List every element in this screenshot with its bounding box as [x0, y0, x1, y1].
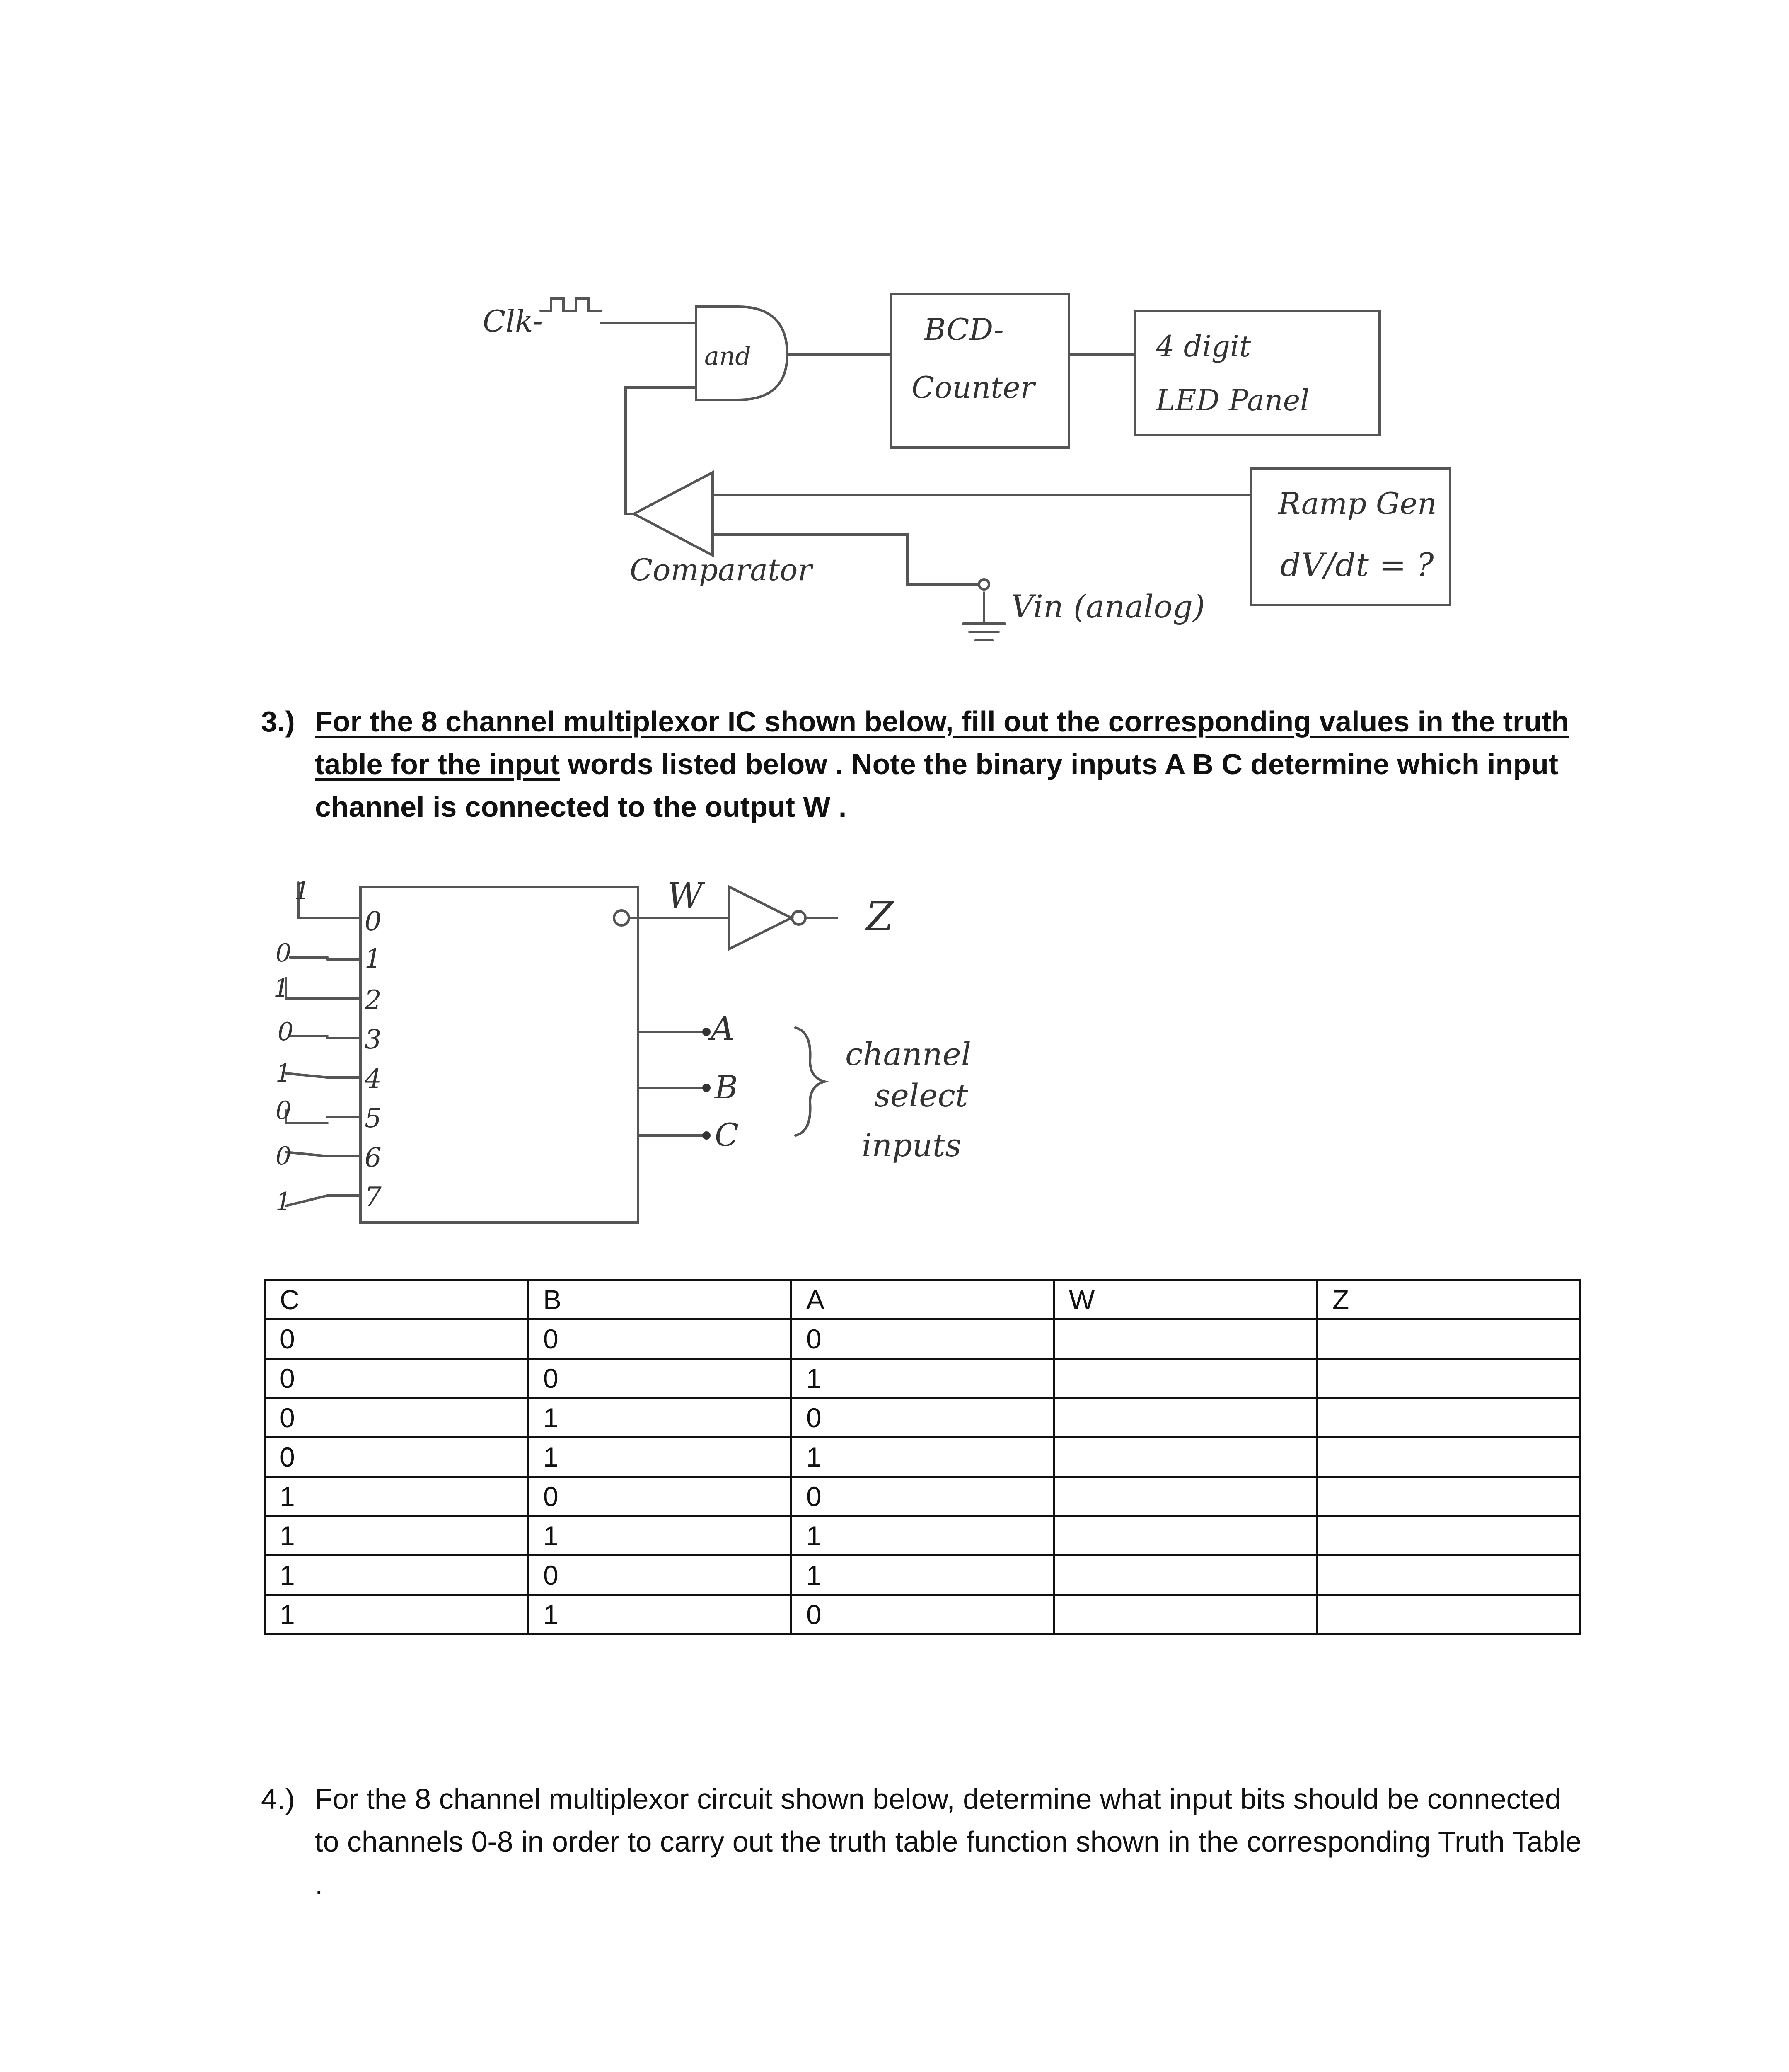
input-bit: 0 [276, 1096, 292, 1125]
question-4 [261, 1778, 1587, 1906]
cell-c: 1 [265, 1595, 528, 1634]
cell-z[interactable] [1318, 1319, 1580, 1359]
header-z: Z [1318, 1280, 1580, 1319]
cell-w[interactable] [1054, 1516, 1318, 1556]
vin-label: Vin (analog) [1011, 588, 1205, 625]
bcd-label-line1: BCD- [924, 312, 1004, 347]
table-row [265, 1477, 1580, 1516]
cell-w[interactable] [1054, 1556, 1318, 1595]
cell-b: 1 [528, 1438, 791, 1477]
channel-number: 1 [365, 944, 382, 974]
comparator-label: Comparator [630, 552, 812, 587]
cell-z[interactable] [1318, 1359, 1580, 1398]
table-row [265, 1516, 1580, 1556]
cell-w[interactable] [1054, 1477, 1318, 1516]
question-3-number: 3.) [261, 705, 295, 738]
truth-table [264, 1279, 1581, 1635]
channel-number: 0 [365, 906, 382, 937]
inverter-gate-shape [729, 887, 791, 949]
z-label: Z [866, 893, 894, 940]
select-label-b: B [715, 1069, 738, 1106]
clk-label: Clk- [483, 304, 543, 339]
ramp-label-line2: dV/dt = ? [1280, 547, 1434, 584]
ramp-label-line1: Ramp Gen [1278, 486, 1437, 521]
input-bit: 1 [276, 1187, 292, 1216]
input-bit: 0 [278, 1017, 294, 1046]
cell-w[interactable] [1054, 1359, 1318, 1398]
table-row [265, 1595, 1580, 1634]
select-note-line3: inputs [862, 1127, 962, 1164]
cell-z[interactable] [1318, 1595, 1580, 1634]
table-header-row [265, 1280, 1580, 1319]
question-4-text: For the 8 channel multiplexor circuit shown below, determine what input bits should be connected to channels 0-8 in order to carry out the truth table function shown in the corresponding Truth Table . [315, 1783, 1582, 1900]
mux-output-terminal [614, 910, 629, 925]
cell-a: 1 [791, 1516, 1054, 1556]
cell-z[interactable] [1318, 1438, 1580, 1477]
cell-c: 0 [265, 1359, 528, 1398]
channel-number: 2 [365, 985, 382, 1016]
cell-a: 1 [791, 1359, 1054, 1398]
input-bit: 0 [276, 939, 292, 968]
select-label-a: A [711, 1009, 735, 1048]
channel-number: 4 [365, 1064, 382, 1094]
input-bit: 0 [276, 1142, 292, 1171]
question-3-underlined-text: For the 8 channel multiplexor IC shown below, fill out the corresponding values in the truth table for the input [315, 705, 1569, 780]
cell-b: 0 [528, 1359, 791, 1398]
cell-c: 1 [265, 1516, 528, 1556]
input-bit: 1 [294, 876, 310, 905]
cell-c: 0 [265, 1398, 528, 1438]
led-label-line2: LED Panel [1156, 383, 1310, 417]
channel-number: 7 [365, 1182, 382, 1213]
cell-w[interactable] [1054, 1319, 1318, 1359]
cell-w[interactable] [1054, 1438, 1318, 1477]
cell-c: 1 [265, 1556, 528, 1595]
select-brace [795, 1028, 824, 1135]
question-3-rest-text: words listed below . Note the binary inputs A B C determine which input channel is connected to the output W . [315, 748, 1559, 823]
cell-z[interactable] [1318, 1477, 1580, 1516]
cell-a: 0 [791, 1319, 1054, 1359]
cell-a: 1 [791, 1556, 1054, 1595]
select-note-line2: select [874, 1077, 968, 1114]
cell-z[interactable] [1318, 1516, 1580, 1556]
cell-a: 0 [791, 1595, 1054, 1634]
table-row [265, 1438, 1580, 1477]
cell-b: 0 [528, 1477, 791, 1516]
w-label: W [667, 875, 703, 916]
mux-ic-body [360, 887, 638, 1222]
header-a: A [791, 1280, 1054, 1319]
channel-number: 3 [365, 1024, 382, 1055]
cell-a: 1 [791, 1438, 1054, 1477]
input-bit: 1 [276, 1059, 292, 1088]
table-row [265, 1319, 1580, 1359]
inverter-bubble [792, 911, 805, 925]
cell-w[interactable] [1054, 1595, 1318, 1634]
cell-b: 1 [528, 1398, 791, 1438]
cell-c: 1 [265, 1477, 528, 1516]
header-w: W [1054, 1280, 1318, 1319]
table-row [265, 1556, 1580, 1595]
cell-c: 0 [265, 1319, 528, 1359]
cell-c: 0 [265, 1438, 528, 1477]
and-label: and [704, 342, 751, 371]
select-label-c: C [715, 1116, 739, 1153]
header-b: B [528, 1280, 791, 1319]
cell-a: 0 [791, 1398, 1054, 1438]
question-4-number: 4.) [261, 1783, 295, 1815]
cell-b: 0 [528, 1319, 791, 1359]
cell-b: 1 [528, 1516, 791, 1556]
bcd-label-line2: Counter [911, 370, 1035, 405]
channel-number: 6 [365, 1143, 382, 1173]
led-label-line1: 4 digit [1156, 329, 1251, 363]
cell-b: 0 [528, 1556, 791, 1595]
cell-w[interactable] [1054, 1398, 1318, 1438]
header-c: C [265, 1280, 528, 1319]
cell-b: 1 [528, 1595, 791, 1634]
table-row [265, 1398, 1580, 1438]
cell-a: 0 [791, 1477, 1054, 1516]
select-note-line1: channel [845, 1036, 971, 1072]
input-bit: 1 [273, 974, 290, 1003]
cell-z[interactable] [1318, 1398, 1580, 1438]
table-row [265, 1359, 1580, 1398]
channel-number: 5 [365, 1103, 382, 1134]
cell-z[interactable] [1318, 1556, 1580, 1595]
